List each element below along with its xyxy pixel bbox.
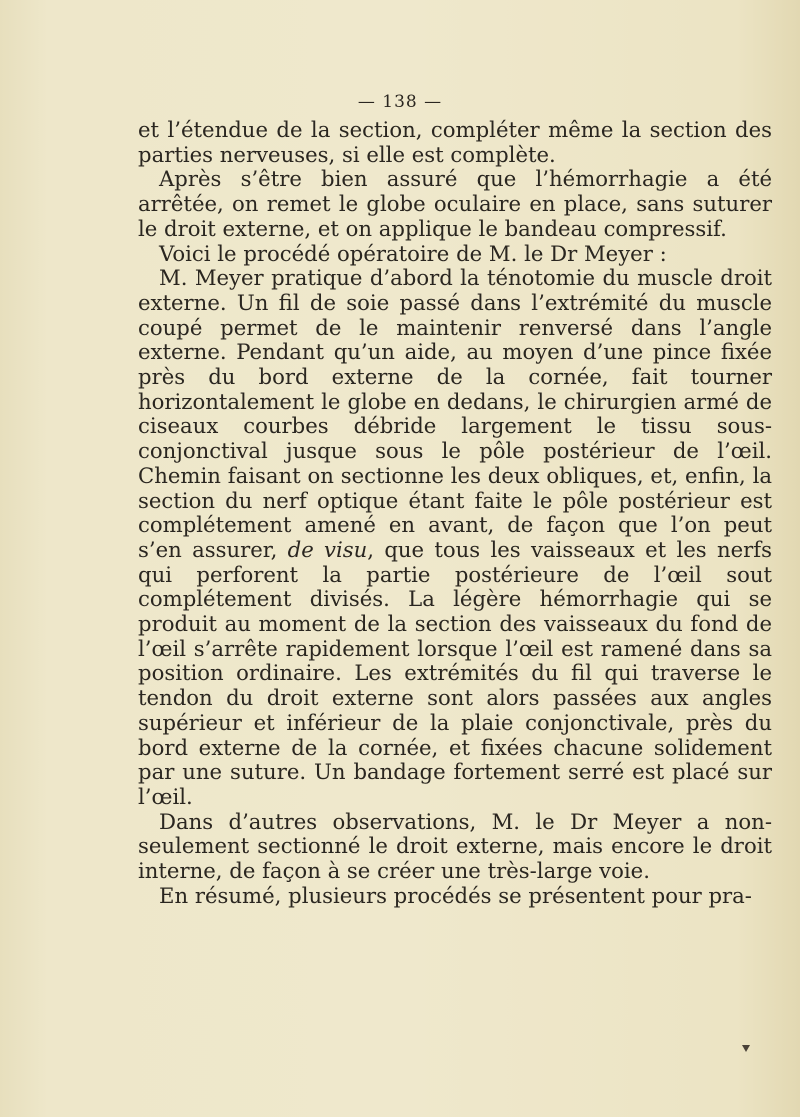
paragraph-4 <box>138 266 772 809</box>
text-run: M. Meyer pratique d’abord la ténotomie du muscle droit externe. Un fil de soie passé dans l’extrémité du muscle coupé permet de le maintenir renversé dans l’angle externe. Pendant qu’un aide, au moyen d’une pince fixée près du bord externe de la cornée, fait tourner horizontalement le globe en dedans, le chirurgien armé de ciseaux courbes débride largement le tissu sous-conjonctival jusque sous le pôle postérieur de l’œil. Chemin faisant on sectionne les deux obliques, et, enfin, la section du nerf optique étant faite le pôle postérieur est complétement amené en avant, de façon que l’on peut s’en assurer, <box>138 265 772 562</box>
text-run: En résumé, plusieurs procédés se présentent pour pra- <box>159 882 752 908</box>
italic-text-run: de visu <box>287 536 368 562</box>
text-run: Dans d’autres observations, M. le Dr Meyer a non-seulement sectionné le droit externe, mais encore le droit interne, de façon à se créer une très-large voie. <box>138 808 772 884</box>
paragraph-2 <box>138 167 772 241</box>
paragraph-6 <box>138 884 772 909</box>
text-run: , que tous les vaisseaux et les nerfs qui perforent la partie postérieure de l’œil sout complétement divisés. La légère hémorrhagie qui se produit au moment de la section des vaisseaux du fond de l’œil s’arrête rapidement lorsque l’œil est ramené dans sa position ordinaire. Les extrémités du fil qui traverse le tendon du droit externe sont alors passées aux angles supérieur et inférieur de la plaie conjonctivale, près du bord externe de la cornée, et fixées chacune solidement par une suture. Un bandage fortement serré est placé sur l’œil. <box>138 536 772 809</box>
text-run: Voici le procédé opératoire de M. le Dr Meyer : <box>159 240 667 266</box>
body-text <box>138 118 772 909</box>
page-number: — 138 — <box>357 92 443 112</box>
paragraph-1 <box>138 118 772 167</box>
paragraph-5 <box>138 810 772 884</box>
paragraph-3 <box>138 242 772 267</box>
ink-speck-mark <box>742 1045 750 1052</box>
text-run: Après s’être bien assuré que l’hémorrhagie a été arrêtée, on remet le globe oculaire en place, sans suturer le droit externe, et on applique le bandeau compressif. <box>138 166 772 241</box>
text-run: et l’étendue de la section, compléter même la section des parties nerveuses, si elle est complète. <box>138 117 772 167</box>
